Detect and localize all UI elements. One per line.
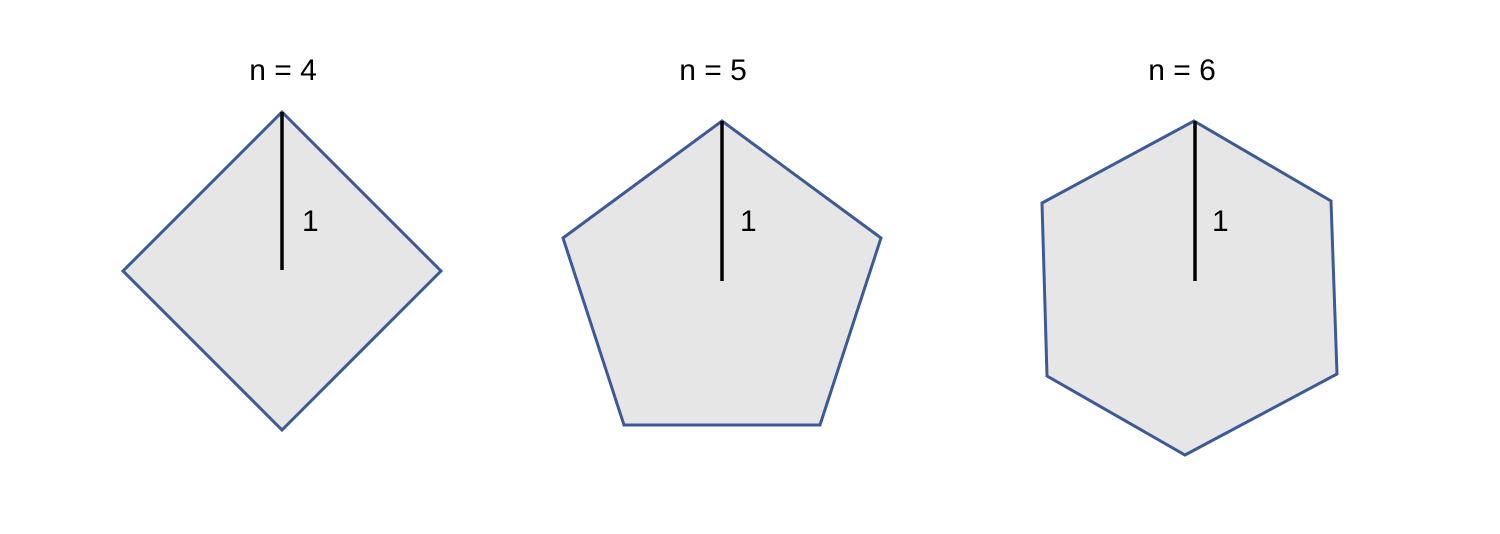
hexagon-polygon: [1042, 121, 1337, 455]
radius-label-n4: 1: [302, 205, 319, 238]
panel-title-n4: n = 4: [249, 54, 317, 87]
panel-title-n6: n = 6: [1148, 54, 1216, 87]
panel-n6: [1042, 54, 1337, 455]
panel-title-n5: n = 5: [679, 54, 747, 87]
radius-label-n5: 1: [740, 205, 757, 238]
panel-n5: [563, 54, 881, 425]
radius-label-n6: 1: [1212, 205, 1229, 238]
panel-n4: [123, 54, 441, 430]
